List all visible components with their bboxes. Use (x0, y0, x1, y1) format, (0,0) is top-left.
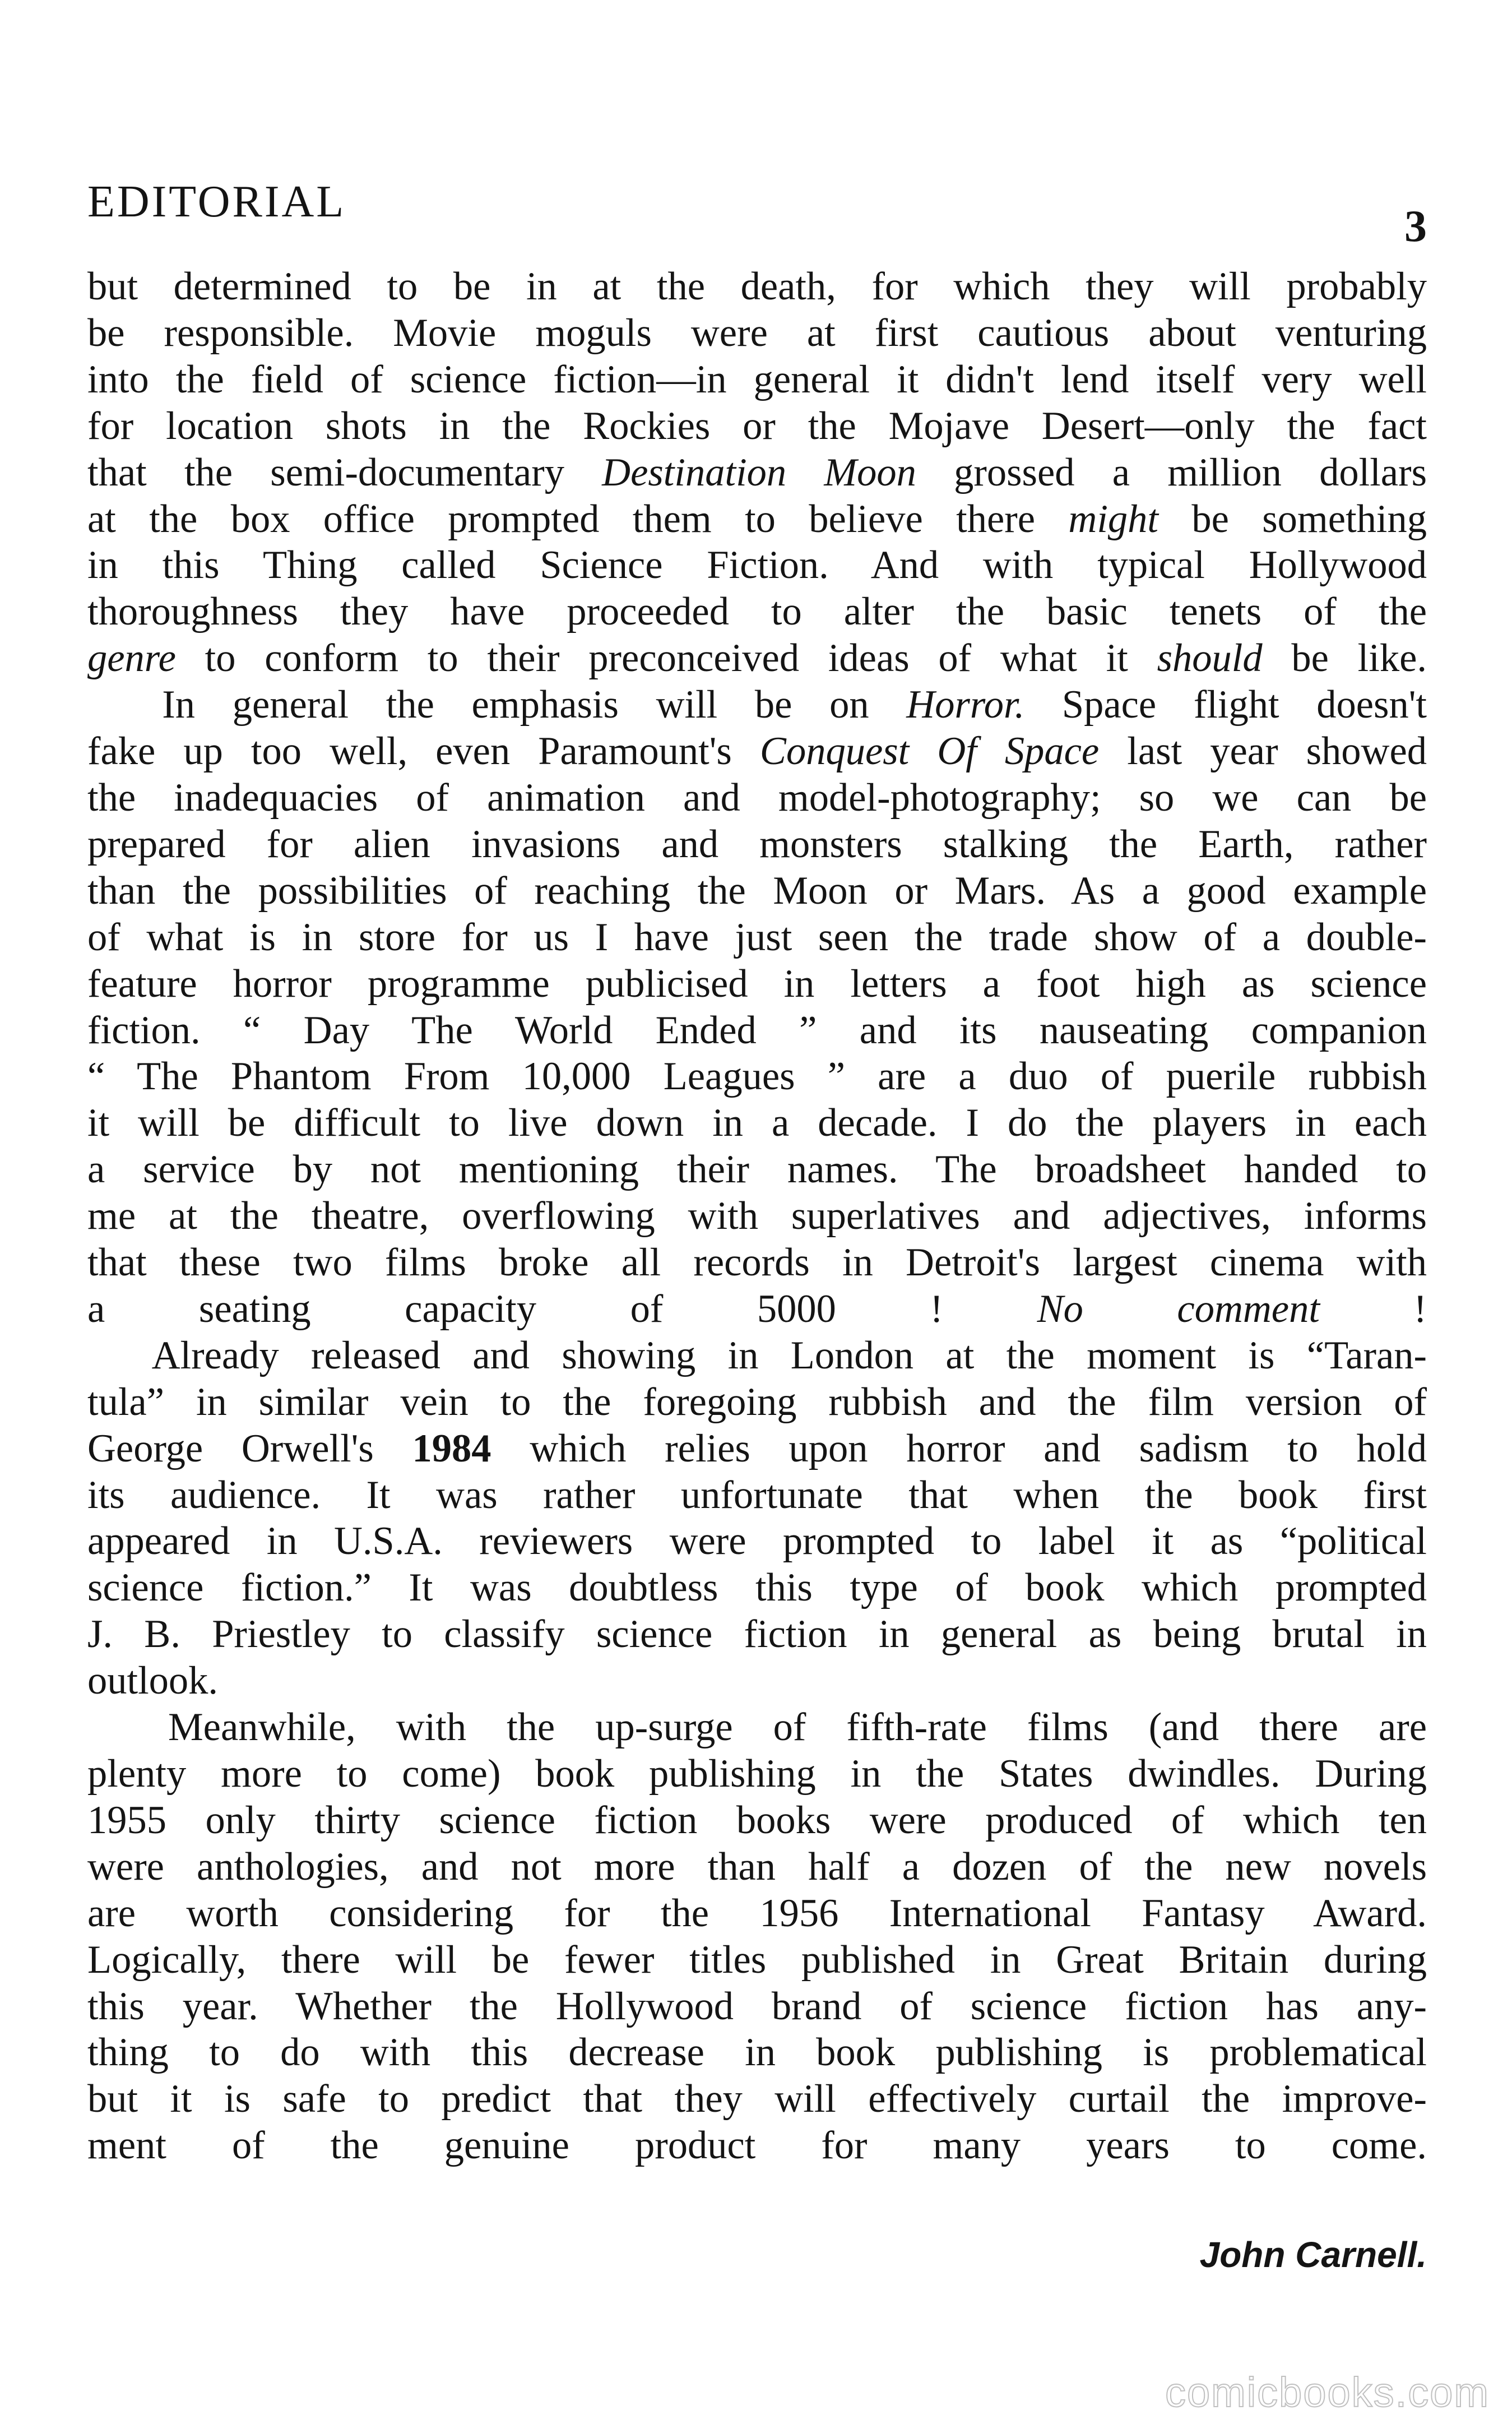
author-signature: John Carnell. (1199, 2235, 1427, 2275)
paragraph (87, 1333, 1427, 1704)
text-line: In general the emphasis will be on Horror. Space flight doesn't (87, 683, 1427, 727)
text-line: tula” in similar vein to the foregoing rubbish and the film version of (87, 1380, 1427, 1424)
text-line: J. B. Priestley to classify science fiction in general as being brutal in (87, 1612, 1427, 1657)
section-title: EDITORIAL (87, 177, 346, 226)
text-line: outlook. (87, 1659, 219, 1703)
text-line: “ The Phantom From 10,000 Leagues ” are a duo of puerile rubbish (87, 1054, 1427, 1099)
text-line: Logically, there will be fewer titles published in Great Britain during (87, 1937, 1427, 1982)
text-line: George Orwell's 1984 which relies upon horror and sadism to hold (87, 1426, 1427, 1470)
text-line: me at the theatre, overflowing with superlatives and adjectives, informs (87, 1194, 1427, 1238)
text-line: but it is safe to predict that they will effectively curtail the improve- (87, 2077, 1427, 2121)
text-line: into the field of science fiction—in general it didn't lend itself very well (87, 357, 1427, 401)
text-line: it will be difficult to live down in a decade. I do the players in each (87, 1101, 1427, 1145)
page-header (87, 174, 1427, 252)
text-line: a service by not mentioning their names. The broadsheet handed to (87, 1148, 1427, 1192)
watermark: comicbooks.com (1165, 2369, 1490, 2416)
text-line: Already released and showing in London at the moment is “Taran- (87, 1333, 1427, 1377)
text-line: fake up too well, even Paramount's Conquest Of Space last year showed (87, 729, 1427, 774)
text-line: Meanwhile, with the up-surge of fifth-rate films (and there are (87, 1705, 1427, 1750)
text-line: be responsible. Movie moguls were at first cautious about venturing (87, 311, 1427, 355)
text-line: were anthologies, and not more than half a dozen of the new novels (87, 1844, 1427, 1889)
text-line: for location shots in the Rockies or the Mojave Desert—only the fact (87, 404, 1427, 448)
paragraph (87, 263, 1427, 682)
text-line: are worth considering for the 1956 International Fantasy Award. (87, 1891, 1427, 1935)
text-line: this year. Whether the Hollywood brand of science fiction has any- (87, 1984, 1427, 2028)
text-line: thing to do with this decrease in book publishing is problematical (87, 2030, 1427, 2075)
text-line: ment of the genuine product for many years to come. (87, 2124, 1427, 2168)
text-line: science fiction.” It was doubtless this type of book which prompted (87, 1566, 1427, 1610)
text-line: plenty more to come) book publishing in the States dwindles. During (87, 1752, 1427, 1796)
paragraph (87, 682, 1427, 1333)
editorial-body (87, 263, 1427, 2169)
text-line: feature horror programme publicised in letters a foot high as science (87, 961, 1427, 1006)
text-line: thoroughness they have proceeded to alter the basic tenets of the (87, 590, 1427, 634)
text-line: fiction. “ Day The World Ended ” and its nauseating companion (87, 1008, 1427, 1052)
text-line: its audience. It was rather unfortunate that when the book first (87, 1473, 1427, 1517)
text-line: that the semi-documentary Destination Moon grossed a million dollars (87, 450, 1427, 494)
text-line: in this Thing called Science Fiction. And with typical Hollywood (87, 543, 1427, 588)
text-line: but determined to be in at the death, for which they will probably (87, 265, 1427, 308)
text-line: appeared in U.S.A. reviewers were prompted to label it as “political (87, 1519, 1427, 1563)
text-line: of what is in store for us I have just seen the trade show of a double- (87, 915, 1427, 959)
text-line: than the possibilities of reaching the Moon or Mars. As a good example (87, 868, 1427, 913)
text-line: prepared for alien invasions and monsters stalking the Earth, rather (87, 822, 1427, 866)
page-number: 3 (1404, 202, 1427, 251)
text-line: at the box office prompted them to believe there might be something (87, 497, 1427, 541)
text-line: that these two films broke all records in Detroit's largest cinema with (87, 1241, 1427, 1285)
text-line: the inadequacies of animation and model-photography; so we can be (87, 775, 1427, 820)
text-line: a seating capacity of 5000 ! No comment ! (87, 1287, 1427, 1331)
text-line: 1955 only thirty science fiction books were produced of which ten (87, 1798, 1427, 1842)
text-line: genre to conform to their preconceived ideas of what it should be like. (87, 636, 1427, 681)
paragraph (87, 1704, 1427, 2169)
